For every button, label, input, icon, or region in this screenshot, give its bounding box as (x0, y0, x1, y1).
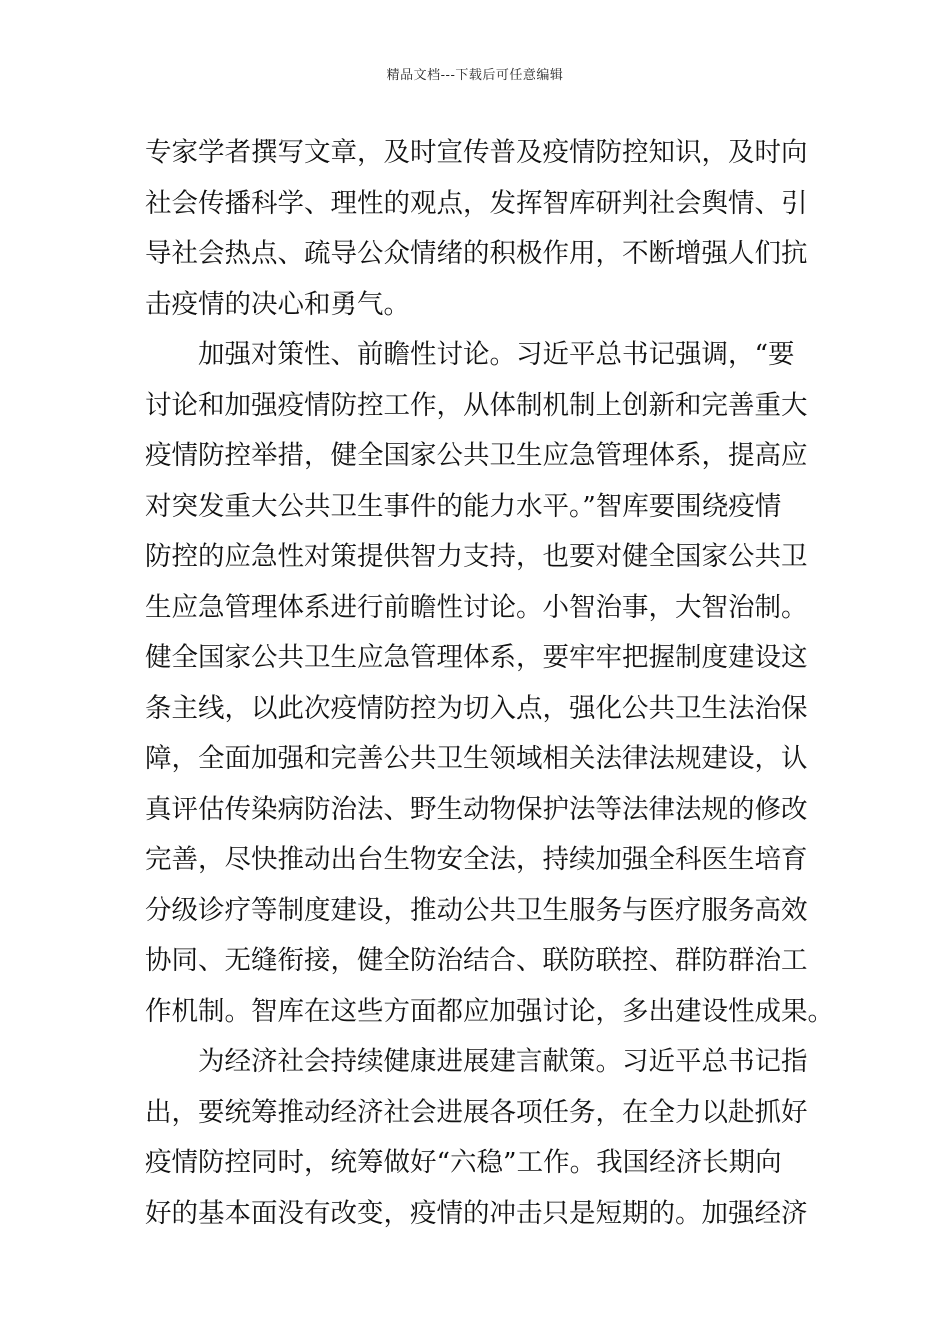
text-line: 条主线，以此次疫情防控为切入点，强化公共卫生法治保 (145, 692, 808, 724)
text-line: 加强对策性、前瞻性讨论。习近平总书记强调，“要 (145, 339, 795, 370)
text-line: 对突发重大公共卫生事件的能力水平。”智库要围绕疫情 (145, 490, 782, 522)
text-line: 专家学者撰写文章，及时宣传普及疫情防控知识，及时向 (145, 137, 808, 168)
text-line: 好的基本面没有改变，疫情的冲击只是短期的。加强经济 (145, 1197, 808, 1229)
text-line: 健全国家公共卫生应急管理体系，要牢牢把握制度建设这 (145, 642, 808, 673)
text-line: 完善，尽快推动出台生物安全法，持续加强全科医生培育 (145, 844, 808, 875)
text-line: 讨论和加强疫情防控工作，从体制机制上创新和完善重大 (145, 389, 808, 421)
text-line: 障，全面加强和完善公共卫生领域相关法律法规建设，认 (145, 743, 808, 774)
text-line: 分级诊疗等制度建设，推动公共卫生服务与医疗服务高效 (145, 894, 808, 926)
text-line: 出，要统筹推动经济社会进展各项任务，在全力以赴抓好 (145, 1096, 808, 1128)
text-line: 疫情防控举措，健全国家公共卫生应急管理体系，提高应 (145, 440, 808, 471)
page-header: 精品文档---下载后可任意编辑 (386, 68, 564, 83)
text-line: 作机制。智库在这些方面都应加强讨论，多出建设性成果。 (145, 995, 834, 1027)
text-line: 协同、无缝衔接，健全防治结合、联防联控、群防群治工 (145, 945, 808, 976)
text-line: 疫情防控同时，统筹做好“六稳”工作。我国经济长期向 (145, 1147, 782, 1178)
text-line: 击疫情的决心和勇气。 (145, 288, 410, 320)
text-line: 为经济社会持续健康进展建言献策。习近平总书记指 (145, 1046, 808, 1077)
document-body (145, 128, 834, 1239)
text-line: 社会传播科学、理性的观点，发挥智库研判社会舆情、引 (145, 187, 808, 219)
text-line: 防控的应急性对策提供智力支持，也要对健全国家公共卫 (145, 541, 808, 572)
text-line: 真评估传染病防治法、野生动物保护法等法律法规的修改 (145, 793, 808, 825)
text-line: 生应急管理体系进行前瞻性讨论。小智治事，大智治制。 (145, 591, 808, 623)
text-line: 导社会热点、疏导公众情绪的积极作用，不断增强人们抗 (145, 238, 808, 269)
